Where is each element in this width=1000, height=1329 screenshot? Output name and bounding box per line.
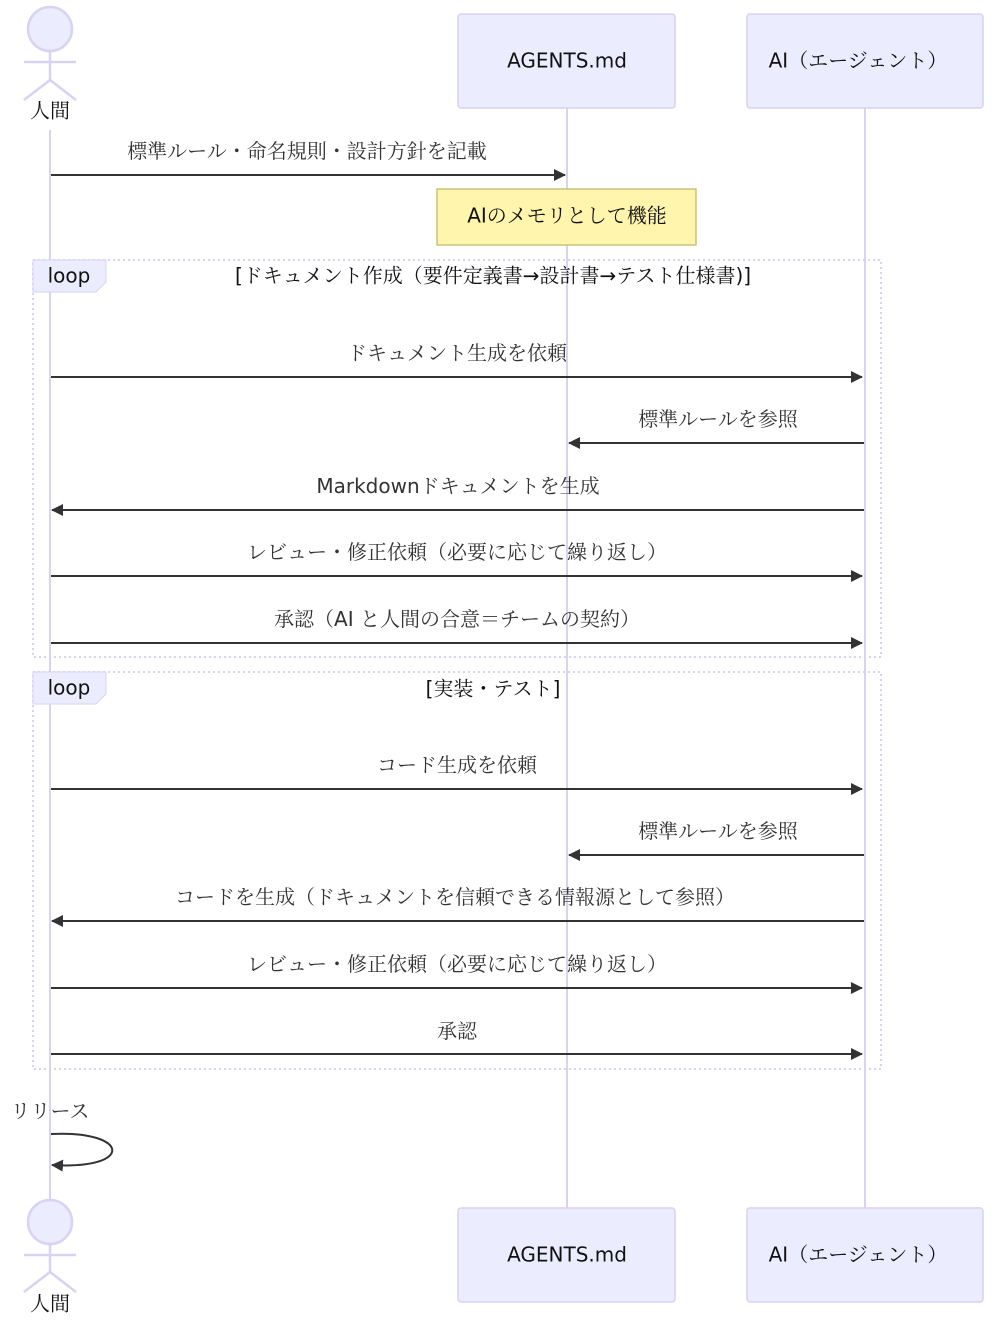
participant-label: AGENTS.md [507, 48, 627, 73]
self-message-label: リリース [10, 1099, 90, 1123]
message-label: レビュー・修正依頼（必要に応じて繰り返し） [247, 952, 667, 976]
message-label: 標準ルールを参照 [638, 819, 798, 843]
participant-agents-md-top [458, 14, 675, 108]
participant-ai-top [747, 14, 983, 108]
loop-label: loop [47, 263, 91, 288]
message-label: 標準ルールを参照 [638, 407, 798, 431]
loop-block-document [33, 260, 881, 657]
message-label: Markdownドキュメントを生成 [316, 474, 600, 498]
message-label: 承認（AI と人間の合意＝チームの契約） [274, 607, 640, 631]
message-label: レビュー・修正依頼（必要に応じて繰り返し） [247, 540, 667, 564]
message-label: 標準ルール・命名規則・設計方針を記載 [127, 139, 487, 163]
loop-label: loop [47, 675, 91, 700]
participant-agents-md-bottom [458, 1208, 675, 1302]
actor-label: 人間 [30, 98, 70, 123]
note-text: AIのメモリとして機能 [467, 203, 667, 228]
participant-label: AGENTS.md [507, 1242, 627, 1267]
message-label: コードを生成（ドキュメントを信頼できる情報源として参照） [175, 885, 735, 909]
participant-label: AI（エージェント） [768, 48, 948, 73]
note [437, 189, 696, 245]
self-message-arrow [51, 1134, 112, 1166]
loop-block-implementation [33, 672, 881, 1069]
actor-human-bottom [24, 1200, 76, 1316]
message-label: 承認 [437, 1019, 477, 1043]
actor-label: 人間 [30, 1291, 70, 1316]
actor-head-icon [28, 7, 72, 51]
participant-label: AI（エージェント） [768, 1242, 948, 1267]
participant-ai-bottom [747, 1208, 983, 1302]
loop-title: [実装・テスト] [425, 676, 561, 701]
actor-head-icon [28, 1200, 72, 1244]
loop-title: [ドキュメント作成（要件定義書→設計書→テスト仕様書)] [234, 263, 752, 288]
message-label: ドキュメント生成を依頼 [347, 341, 567, 365]
message-label: コード生成を依頼 [377, 753, 537, 777]
actor-human-top [24, 7, 76, 123]
